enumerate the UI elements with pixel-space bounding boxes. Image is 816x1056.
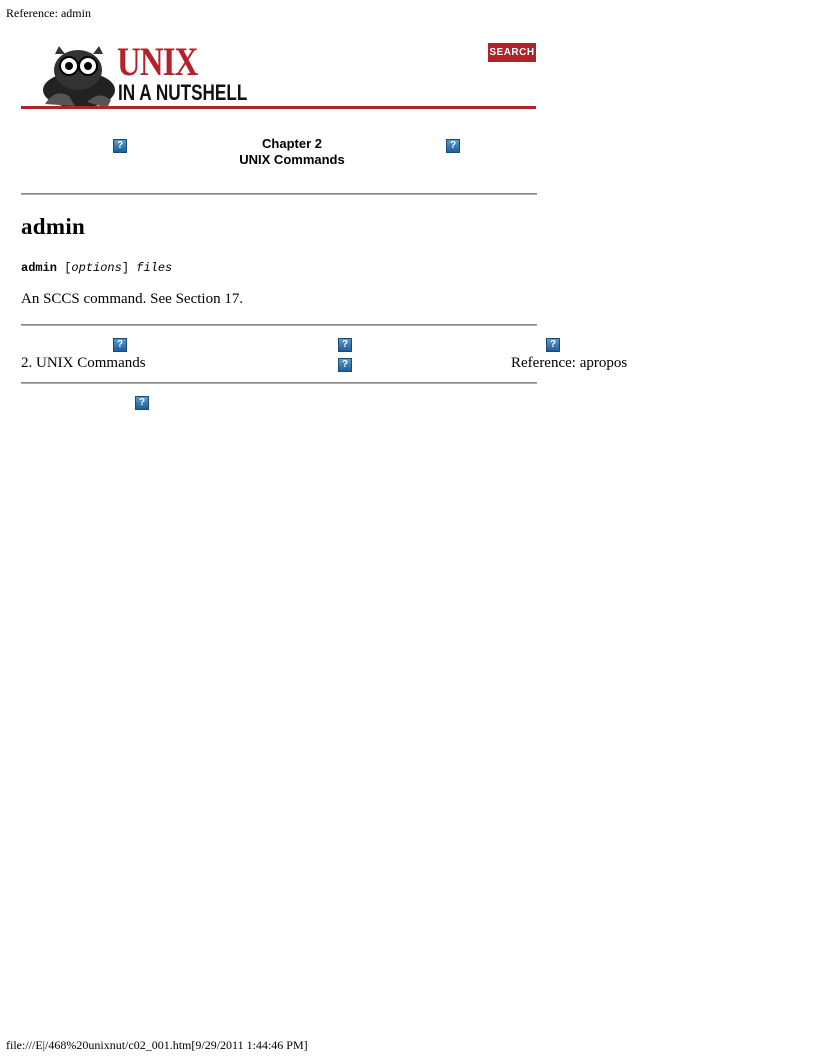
divider xyxy=(21,324,537,326)
chapter-heading xyxy=(192,136,392,168)
command-syntax xyxy=(21,261,172,275)
description-text: An SCCS command. See Section 17. xyxy=(21,291,244,307)
banner-divider xyxy=(21,106,536,109)
search-button[interactable]: SEARCH xyxy=(488,43,536,62)
previous-icon[interactable]: ? xyxy=(113,139,127,153)
banner-subtitle: IN A NUTSHELL xyxy=(118,80,248,105)
page-title: admin xyxy=(21,214,86,239)
chapter-number: Chapter 2 xyxy=(262,136,322,151)
syntax-bracket-open: [ xyxy=(64,261,72,275)
divider xyxy=(21,382,537,384)
syntax-files: files xyxy=(136,261,173,275)
book-banner[interactable] xyxy=(21,40,537,110)
tarsier-logo-icon xyxy=(35,44,121,110)
print-footer: file:///E|/468%20unixnut/c02_001.htm[9/29/2011 1:44:46 PM] xyxy=(6,1038,308,1052)
syntax-bracket-close: ] xyxy=(121,261,130,275)
next-page-link[interactable]: Reference: apropos xyxy=(511,355,628,371)
book-index-icon[interactable]: ? xyxy=(338,358,352,372)
divider xyxy=(21,193,537,195)
next-icon[interactable]: ? xyxy=(446,139,460,153)
previous-page-icon[interactable]: ? xyxy=(113,338,127,352)
syntax-command: admin xyxy=(21,261,58,275)
library-icon[interactable]: ? xyxy=(135,396,149,410)
print-header: Reference: admin xyxy=(6,6,91,20)
previous-page-link[interactable]: 2. UNIX Commands xyxy=(21,355,146,371)
banner-title: UNIX xyxy=(117,39,198,84)
home-icon[interactable]: ? xyxy=(338,338,352,352)
chapter-title: UNIX Commands xyxy=(239,152,345,167)
syntax-options: options xyxy=(71,261,122,275)
next-page-icon[interactable]: ? xyxy=(546,338,560,352)
